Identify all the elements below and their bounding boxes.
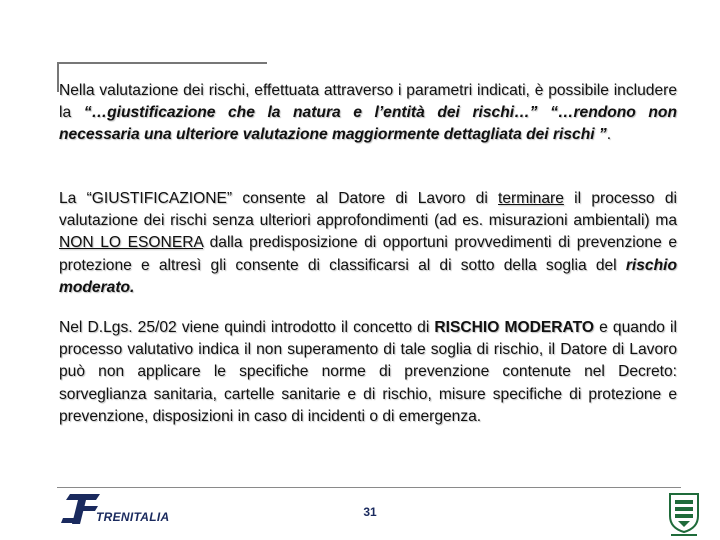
paragraph-giustificazione bbox=[59, 188, 677, 299]
p2-text-3: dalla predisposizione di opportuni provvedimenti di prevenzione e protezione e altresì gli consente di classificarsi al di sotto della soglia del bbox=[59, 234, 678, 274]
paragraph-rischio-moderato bbox=[59, 317, 677, 428]
footer-divider bbox=[57, 487, 681, 488]
crest-emblem-icon bbox=[667, 490, 701, 538]
p1-intro: Nella valutazione dei rischi, effettuata attraverso i parametri indicati, è possibile includere la bbox=[59, 82, 677, 122]
p2-text-1: La “GIUSTIFICAZIONE” consente al Datore di Lavoro di bbox=[59, 190, 499, 207]
p1-quote-2: “…rendono non necessaria una ulteriore valutazione maggiormente dettagliata dei rischi ” bbox=[59, 104, 677, 144]
page-number: 31 bbox=[363, 505, 377, 519]
p2-underlined-non-lo-esonera: NON LO ESONERA bbox=[59, 234, 204, 252]
p2-rischio-moderato: rischio moderato. bbox=[59, 256, 677, 296]
p2-text-2: il processo di valutazione dei rischi senza ulteriori approfondimenti (ad es. misurazioni ambientali) ma bbox=[59, 190, 677, 230]
p3-text-2: e quando il processo valutativo indica il non superamento di tale soglia di rischio, il Datore di Lavoro può non applicare le specifiche norme di prevenzione contenute nel Decreto: sorveglianza sanitaria, cartelle sanitarie e di rischio, misure specifiche di protezione e prevenzione, disposizioni in caso di incidenti o di emergenza. bbox=[59, 319, 677, 425]
p3-bold-rischio-moderato: RISCHIO MODERATO bbox=[434, 319, 595, 336]
corner-rule-horizontal bbox=[57, 62, 267, 64]
p1-end: . bbox=[606, 126, 612, 144]
p2-underlined-terminare: terminare bbox=[498, 190, 564, 207]
p3-text-1: Nel D.Lgs. 25/02 viene quindi introdotto il concetto di bbox=[59, 319, 435, 336]
paragraph-justification-intro bbox=[59, 80, 677, 147]
p1-quote-1: “…giustificazione che la natura e l’entità dei rischi…” bbox=[83, 104, 538, 122]
brand-name: TRENITALIA bbox=[96, 510, 170, 524]
